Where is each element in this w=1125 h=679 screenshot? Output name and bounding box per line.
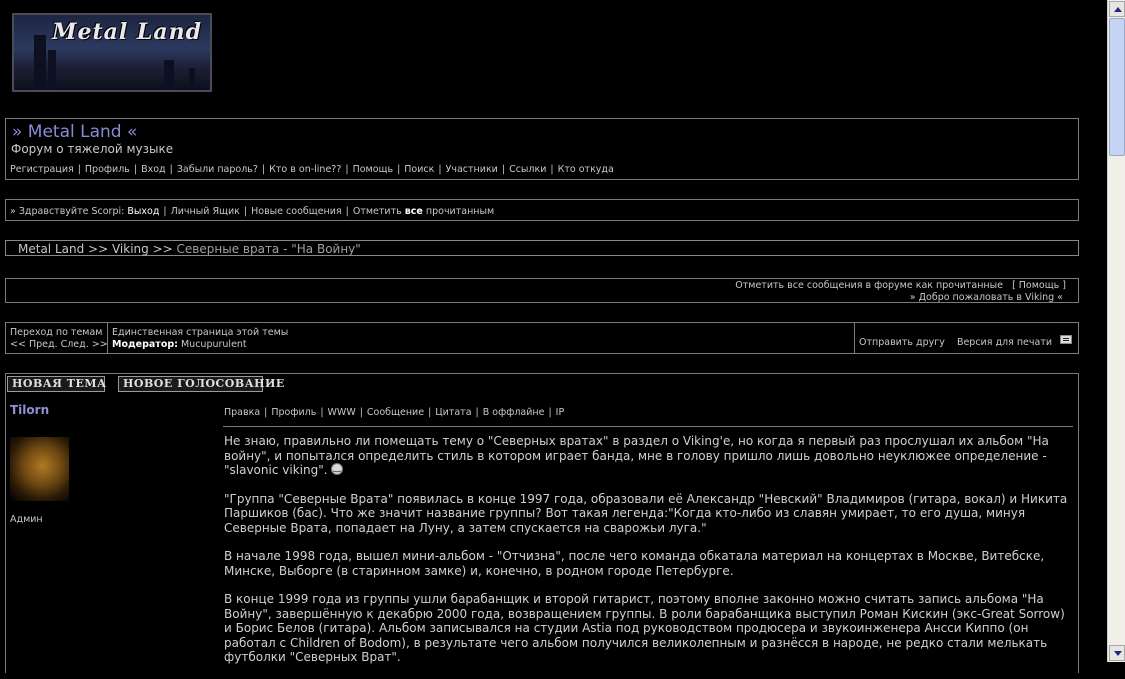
topic-nav-label: Переход по темам [10,327,103,338]
nav-help[interactable]: Помощь [352,164,394,175]
edit-link[interactable]: Правка [224,407,261,418]
nav-members[interactable]: Участники [445,164,498,175]
forum-title[interactable]: » Metal Land « [12,122,138,142]
forum-subtitle: Форум о тяжелой музыке [11,142,174,156]
topic-pages: Единственная страница этой темы [112,327,289,338]
mark-all-prefix: Отметить [352,206,402,217]
main-nav: Регистрация | Профиль | Вход | Забыли пароль? | Кто в on-line?? | Помощь | Поиск | Участники | Ссылки | Кто откуда [10,164,614,175]
nav-register[interactable]: Регистрация [10,164,74,175]
breadcrumb-sep: >> [88,242,109,256]
post-paragraph: В начале 1998 года, вышел мини-альбом - "Отчизна", после чего команда обкатала материал на концертах в Москве, Витебске, Минске, Выборге (в старинном замке) и, конечно, в родном городе Петербурге. [224,549,1045,578]
breadcrumb [5,240,1079,256]
logout-link[interactable]: Выход [127,206,160,217]
nav-forgot-password[interactable]: Забыли пароль? [176,164,258,175]
send-to-friend-link[interactable]: Отправить другу [859,337,945,348]
post-author[interactable]: Tilorn [10,403,50,417]
nav-search[interactable]: Поиск [404,164,435,175]
post-tools: Правка | Профиль | WWW | Сообщение | Цитата | В оффлайне | IP [224,407,565,418]
mark-forum-read-link[interactable]: Отметить все сообщения в форуме как прочитанные [735,280,1003,291]
print-icon[interactable] [1060,335,1072,344]
nav-who-online[interactable]: Кто в on-line?? [269,164,342,175]
scroll-thumb[interactable] [1109,18,1125,156]
site-logo[interactable] [12,13,212,92]
nav-links[interactable]: Ссылки [509,164,547,175]
breadcrumb-sep: >> [152,242,173,256]
message-link[interactable]: Сообщение [366,407,425,418]
www-link[interactable]: WWW [327,407,356,418]
avatar [10,437,69,501]
mark-all-read-link[interactable] [353,206,494,217]
new-topic-button[interactable]: НОВАЯ ТЕМА [7,376,105,392]
prev-topic-link[interactable]: << Пред. [10,339,58,350]
mark-all-suffix: прочитанным [425,206,495,217]
vertical-scrollbar[interactable] [1107,0,1125,662]
breadcrumb-topic: Северные врата - "На Войну" [176,242,361,256]
new-poll-button[interactable]: НОВОЕ ГОЛОСОВАНИЕ [118,376,263,392]
nav-login[interactable]: Вход [141,164,166,175]
print-version-link[interactable]: Версия для печати [956,337,1053,348]
forum-header [5,118,1079,180]
moderator-link[interactable]: Mucupurulent [180,339,247,350]
next-topic-link[interactable]: След. >> [60,339,108,350]
offline-status: В оффлайне [482,407,545,418]
breadcrumb-forum[interactable]: Viking [111,242,149,256]
post-paragraph: "Группа "Северные Врата" появилась в конце 1997 года, образовали её Александр "Невский" Владимиров (гитара, вокал) и Никита Паршиков (бас). Что же значит название группы? Вот такая легенда:"Когда кто-либо из славян умирает, то его душа, минуя Северные Врата, попадает на Луну, а затем спускается на сварожьи луга." [224,491,1068,535]
inbox-link[interactable]: Личный Ящик [170,206,240,217]
scroll-up-icon[interactable] [1109,1,1125,17]
topic-bar [5,322,1079,354]
quote-link[interactable]: Цитата [435,407,472,418]
greeting: » Здравствуйте Scorpi: [10,206,125,217]
profile-link[interactable]: Профиль [271,407,317,418]
author-role: Админ [10,514,43,525]
scroll-down-icon[interactable] [1109,645,1125,661]
logo-text: Metal Land [52,19,202,45]
moderator-label: Модератор: [112,339,178,350]
post-body [224,434,1076,679]
forum-welcome: » Добро пожаловать в Viking « [909,292,1063,303]
post-paragraph: Не знаю, правильно ли помещать тему о "Северных вратах" в раздел о Viking'e, но когда я первый раз прослушал их альбом "На войну", и попытался определить стиль в котором играет банда, мне в голову пришло лишь довольно неуклюжее определение - "slavonic viking". [224,434,1049,477]
forum-bar [5,278,1079,303]
user-bar: » Здравствуйте Scorpi: Выход | Личный Ящик | Новые сообщения | Отметить все прочитанным [5,199,1079,221]
mark-all-bold: все [404,206,423,217]
forum-help-link[interactable]: [ Помощь ] [1012,280,1066,291]
ip-link[interactable]: IP [555,407,565,418]
nav-locations[interactable]: Кто откуда [557,164,614,175]
smile-icon [331,463,343,475]
breadcrumb-root[interactable]: Metal Land [18,242,85,256]
nav-profile[interactable]: Профиль [84,164,130,175]
post-divider [223,426,1073,427]
post-area [5,373,1079,673]
new-posts-link[interactable]: Новые сообщения [251,206,342,217]
post-paragraph: В конце 1999 года из группы ушли барабанщик и второй гитарист, поэтому вполне законно можно считать запись альбома "На Войну", завершённую к декабрю 2000 года, возвращением группы. В роли барабанщика выступил Роман Кискин (экс-Great Sorrow) и Борис Белов (гитара). Альбом записывался на студии Astia под руководством продюсера и звукоинженера Ансси Киппо (он работал с Children of Bodom), в результате чего альбом получился великолепным и разнёсся в народе, не редко стали мелькать футболки "Северных Врат". [224,592,1065,664]
